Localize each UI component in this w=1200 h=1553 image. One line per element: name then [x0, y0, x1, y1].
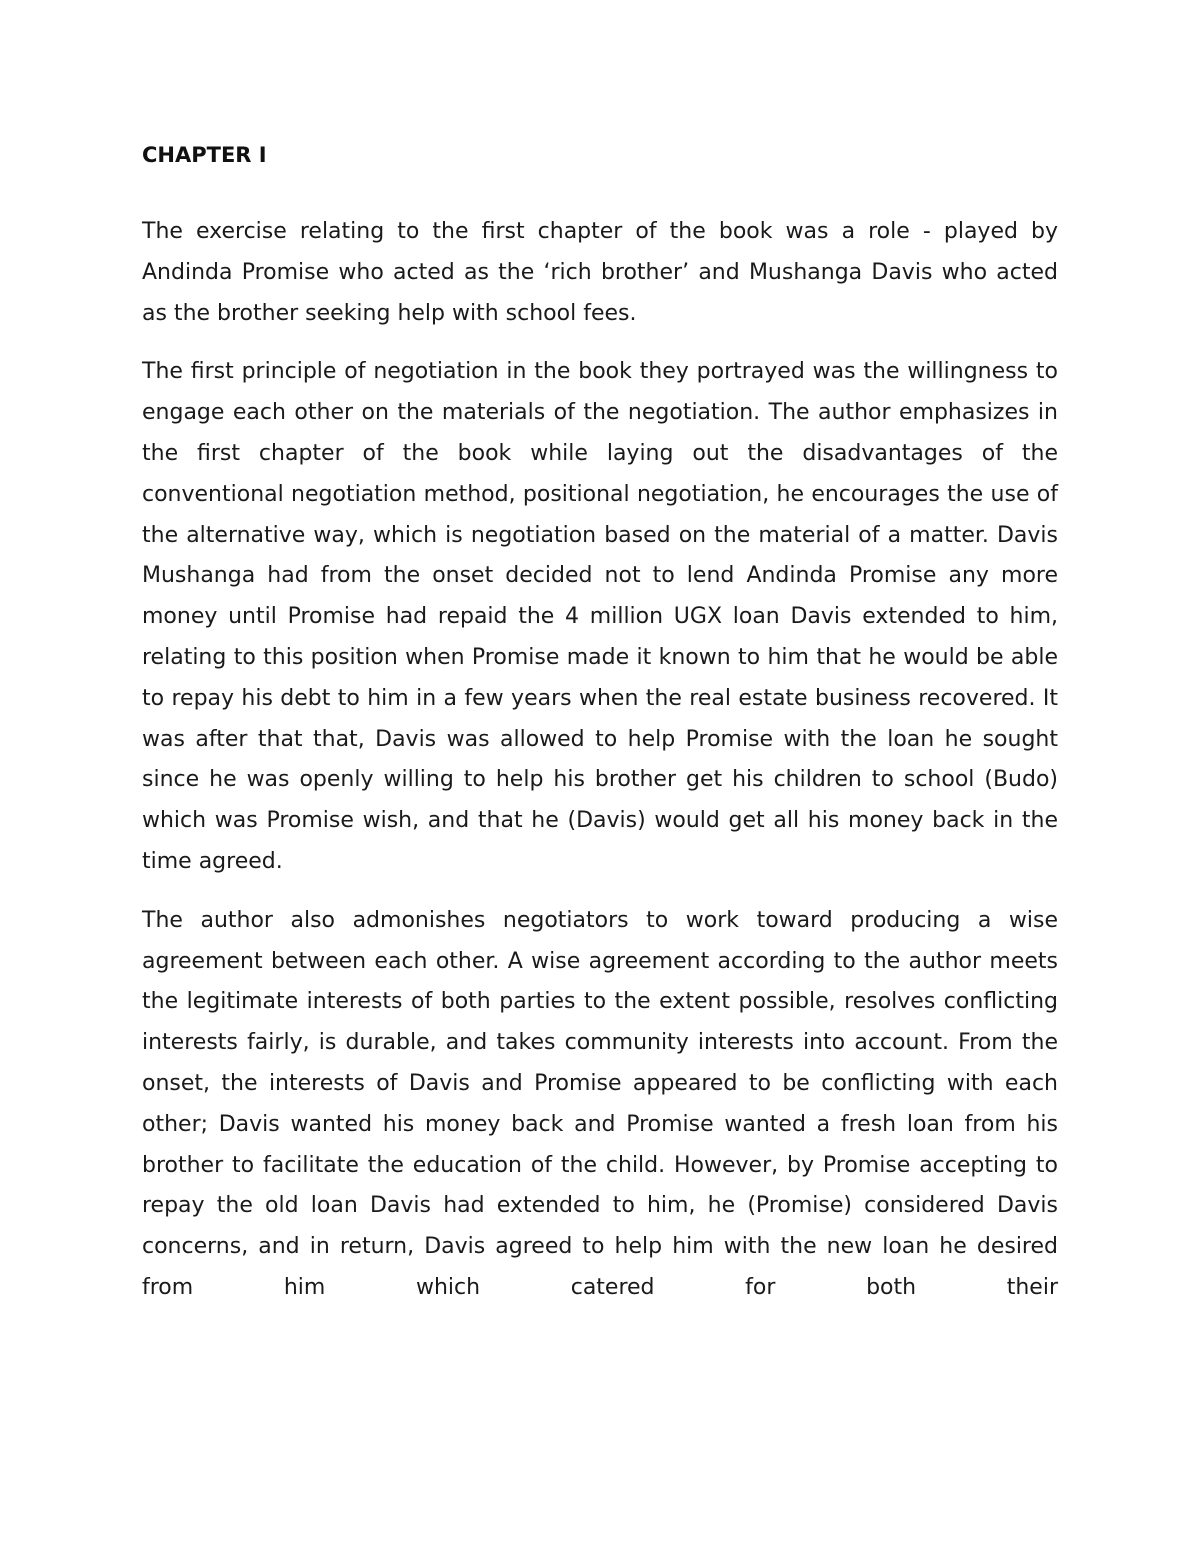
document-page [142, 140, 1058, 1309]
paragraph-role-play: The exercise relating to the first chapter of the book was a role - played by Andinda Promise who acted as the ‘rich brother’ and Mushanga Davis who acted as the brother seeking help with school fees. [142, 219, 1058, 326]
chapter-heading: CHAPTER I [142, 143, 267, 167]
paragraph-first-principle: The first principle of negotiation in the book they portrayed was the willingness to engage each other on the materials of the negotiation. The author emphasizes in the first chapter of the book while laying out the disadvantages of the conventional negotiation method, positional negotiation, he encourages the use of the alternative way, which is negotiation based on the material of a matter. Davis Mushanga had from the onset decided not to lend Andinda Promise any more money until Promise had repaid the 4 million UGX loan Davis extended to him, relating to this position when Promise made it known to him that he would be able to repay his debt to him in a few years when the real estate business recovered. It was after that that, Davis was allowed to help Promise with the loan he sought since he was openly willing to help his brother get his children to school (Budo) which was Promise wish, and that he (Davis) would get all his money back in the time agreed. [142, 359, 1058, 874]
paragraph-wise-agreement: The author also admonishes negotiators to work toward producing a wise agreement between each other. A wise agreement according to the author meets the legitimate interests of both parties to the extent possible, resolves conflicting interests fairly, is durable, and takes community interests into account. From the onset, the interests of Davis and Promise appeared to be conflicting with each other; Davis wanted his money back and Promise wanted a fresh loan from his brother to facilitate the education of the child. However, by Promise accepting to repay the old loan Davis had extended to him, he (Promise) considered Davis concerns, and in return, Davis agreed to help him with the new loan he desired from him which catered for both their [142, 907, 1058, 1300]
